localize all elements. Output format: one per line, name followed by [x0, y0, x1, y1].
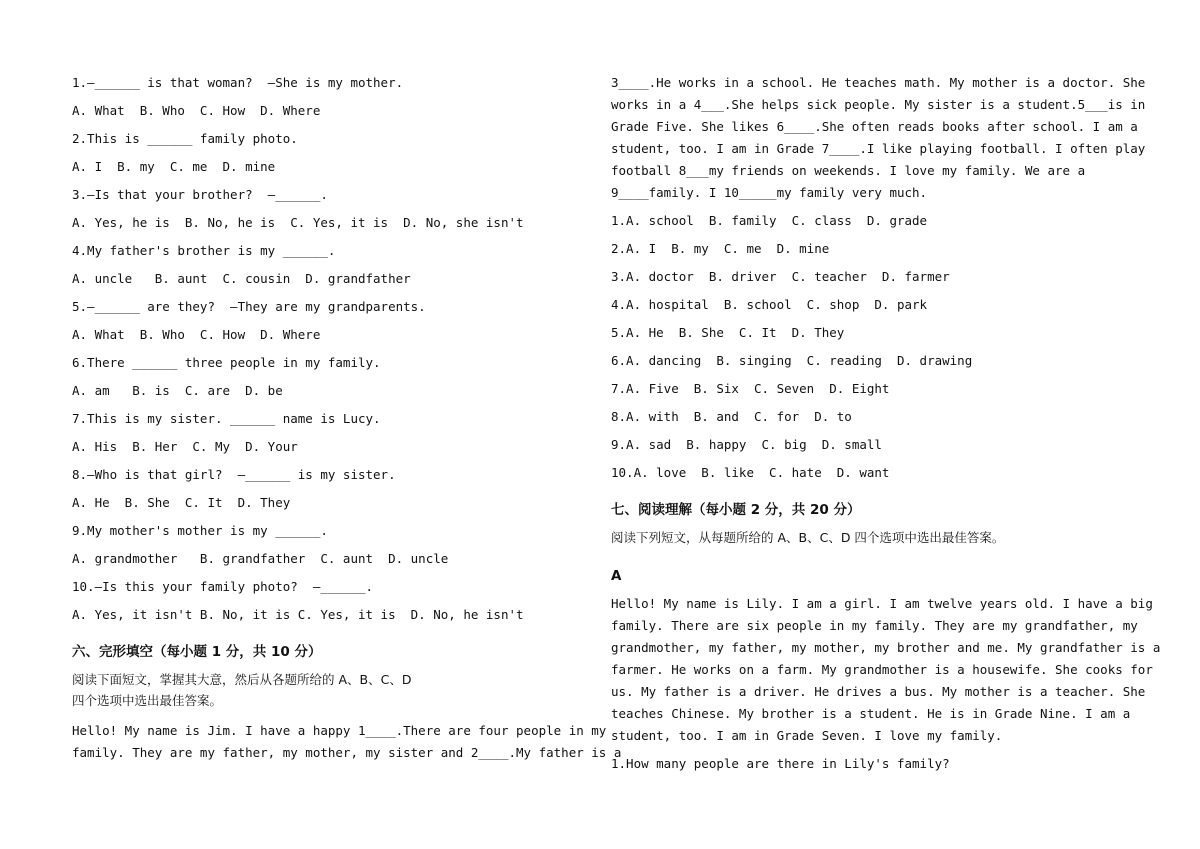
cloze-passage-line: 9____family. I 10_____my family very much. [611, 185, 928, 200]
section-6-instructions-cont: 四个选项中选出最佳答案。 [72, 693, 223, 708]
cloze-passage-line: 3____.He works in a school. He teaches math. My mother is a doctor. She [611, 75, 1146, 90]
question-7: 7.This is my sister. ______ name is Lucy. [72, 411, 381, 426]
cloze-passage-line: football 8___my friends on weekends. I love my family. We are a [611, 163, 1086, 178]
cloze-options-1: 1.A. school B. family C. class D. grade [611, 213, 928, 228]
reading-passage-line: grandmother, my father, my mother, my brother and me. My grandfather is a [611, 640, 1161, 655]
question-6: 6.There ______ three people in my family. [72, 355, 381, 370]
options-6: A. am B. is C. are D. be [72, 383, 283, 398]
options-5: A. What B. Who C. How D. Where [72, 327, 321, 342]
cloze-options-10: 10.A. love B. like C. hate D. want [611, 465, 890, 480]
options-1: A. What B. Who C. How D. Where [72, 103, 321, 118]
reading-question-1: 1.How many people are there in Lily's family? [611, 756, 950, 771]
reading-passage-line: farmer. He works on a farm. My grandmother is a housewife. She cooks for [611, 662, 1153, 677]
question-2: 2.This is ______ family photo. [72, 131, 298, 146]
question-9: 9.My mother's mother is my ______. [72, 523, 328, 538]
section-7-heading: 七、阅读理解（每小题 2 分，共 20 分） [611, 502, 861, 518]
cloze-options-7: 7.A. Five B. Six C. Seven D. Eight [611, 381, 890, 396]
cloze-options-8: 8.A. with B. and C. for D. to [611, 409, 852, 424]
options-3: A. Yes, he is B. No, he is C. Yes, it is D. No, she isn't [72, 215, 524, 230]
reading-passage-line: us. My father is a driver. He drives a bus. My mother is a teacher. She [611, 684, 1146, 699]
section-7-instructions: 阅读下列短文，从每题所给的 A、B、C、D 四个选项中选出最佳答案。 [611, 530, 1005, 545]
cloze-options-4: 4.A. hospital B. school C. shop D. park [611, 297, 928, 312]
options-2: A. I B. my C. me D. mine [72, 159, 276, 174]
question-3: 3.—Is that your brother? —______. [72, 187, 328, 202]
question-4: 4.My father's brother is my ______. [72, 243, 336, 258]
options-8: A. He B. She C. It D. They [72, 495, 291, 510]
cloze-passage-line: Grade Five. She likes 6____.She often reads books after school. I am a [611, 119, 1138, 134]
options-7: A. His B. Her C. My D. Your [72, 439, 298, 454]
reading-passage-line: student, too. I am in Grade Seven. I love my family. [611, 728, 1003, 743]
cloze-passage-line: family. They are my father, my mother, my sister and 2____.My father is a [72, 745, 622, 760]
question-8: 8.—Who is that girl? —______ is my sister. [72, 467, 396, 482]
reading-passage-line: Hello! My name is Lily. I am a girl. I am twelve years old. I have a big [611, 596, 1153, 611]
cloze-options-9: 9.A. sad B. happy C. big D. small [611, 437, 882, 452]
passage-a-label: A [611, 568, 622, 584]
reading-passage-line: teaches Chinese. My brother is a student. He is in Grade Nine. I am a [611, 706, 1131, 721]
cloze-options-2: 2.A. I B. my C. me D. mine [611, 241, 830, 256]
options-10: A. Yes, it isn't B. No, it is C. Yes, it is D. No, he isn't [72, 607, 524, 622]
cloze-passage-line: works in a 4___.She helps sick people. My sister is a student.5___is in [611, 97, 1146, 112]
cloze-passage-line: student, too. I am in Grade 7____.I like playing football. I often play [611, 141, 1146, 156]
question-1: 1.—______ is that woman? —She is my mother. [72, 75, 404, 90]
cloze-passage-line: Hello! My name is Jim. I have a happy 1____.There are four people in my [72, 723, 607, 738]
section-6-heading: 六、完形填空（每小题 1 分，共 10 分） [72, 644, 322, 660]
options-9: A. grandmother B. grandfather C. aunt D. uncle [72, 551, 449, 566]
cloze-options-3: 3.A. doctor B. driver C. teacher D. farmer [611, 269, 950, 284]
question-10: 10.—Is this your family photo? —______. [72, 579, 374, 594]
cloze-options-6: 6.A. dancing B. singing C. reading D. drawing [611, 353, 973, 368]
question-5: 5.—______ are they? —They are my grandparents. [72, 299, 426, 314]
options-4: A. uncle B. aunt C. cousin D. grandfather [72, 271, 411, 286]
section-6-instructions: 阅读下面短文，掌握其大意，然后从各题所给的 A、B、C、D [72, 672, 412, 687]
cloze-options-5: 5.A. He B. She C. It D. They [611, 325, 845, 340]
reading-passage-line: family. There are six people in my family. They are my grandfather, my [611, 618, 1138, 633]
